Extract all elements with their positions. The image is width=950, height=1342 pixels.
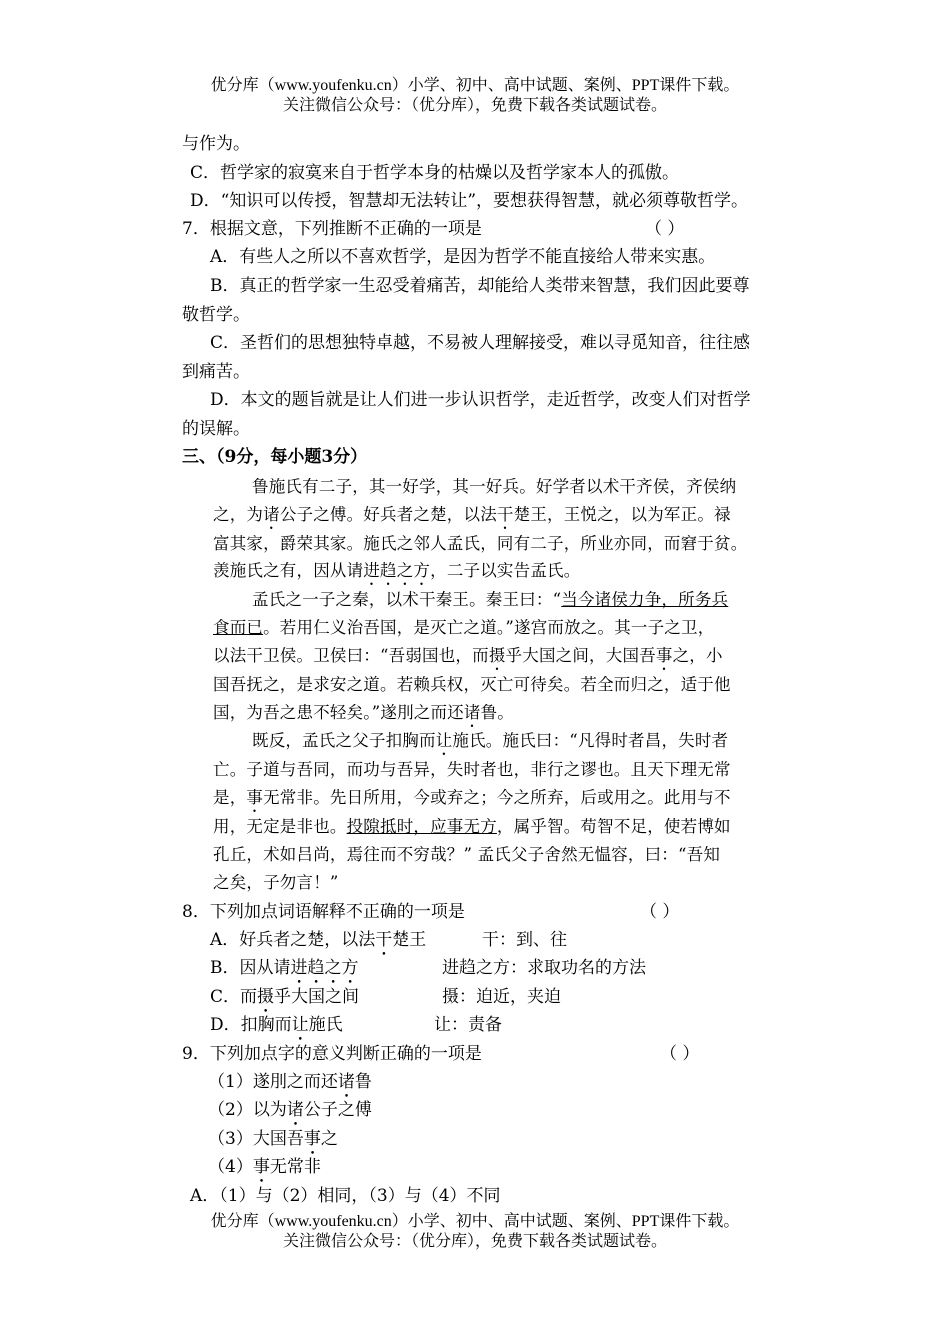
- q6-option-d: D．“知识可以传授，智慧却无法转让”，要想获得智慧，就必须尊敬哲学。: [190, 191, 749, 211]
- passage-p1-line1: 鲁施氏有二子，其一好学，其一好兵。好学者以术干齐侯，齐侯纳: [252, 477, 737, 496]
- underlined-sentence: 投隙抵时，应事无方: [346, 817, 497, 836]
- q7-option-b-line2: 敬哲学。: [182, 305, 250, 325]
- dotted-phrase: 进趋之方: [363, 561, 431, 580]
- q8-option-a-explanation: 干：到、往: [482, 930, 567, 950]
- passage-p3-line6: 之矣，子勿言！”: [213, 873, 339, 892]
- q7-option-d-line2: 的误解。: [182, 419, 250, 439]
- dotted-char: 诸: [337, 1072, 355, 1092]
- q8-option-b: B．因从请进趋之方: [210, 958, 359, 978]
- passage-p1-line2: 之，为诸公子之傅。好兵者之楚，以法干楚王，王悦之，以为军正。禄: [213, 505, 731, 524]
- passage-p3-line2: 亡。子道与吾同，而功与吾异，失时者也，非行之谬也。且天下理无常: [213, 760, 731, 779]
- page-footer: [0, 1212, 950, 1252]
- footer-line-2: 关注微信公众号：（优分库），免费下载各类试题试卷。: [282, 1233, 667, 1250]
- section-3-title: 三、（9分，每小题3分）: [182, 447, 368, 467]
- q7-option-d-line1: D．本文的题旨就是让人们进一步认识哲学，走近哲学，改变人们对哲学: [210, 390, 751, 410]
- passage-p1-line3: 富其家，爵荣其家。施氏之邻人孟氏，同有二子，所业亦同，而窘于贫。: [213, 534, 748, 553]
- q7-option-c-line2: 到痛苦。: [182, 362, 250, 382]
- dotted-char: 摄: [257, 987, 275, 1007]
- q8-option-b-explanation: 进趋之方：求取功名的方法: [442, 958, 646, 978]
- passage-p3-line1: 既反，孟氏之父子扣胸而让施氏。施氏曰：“凡得时者昌，失时者: [252, 731, 729, 750]
- q9-option-a: A．（1）与（2）相同，（3）与（4）不同: [190, 1186, 501, 1206]
- q8-stem: 8．下列加点词语解释不正确的一项是: [182, 902, 465, 922]
- dotted-char: 诸: [263, 505, 280, 524]
- dotted-char: 事: [655, 646, 673, 665]
- passage-p2-line1: 孟氏之一子之秦，以术干秦王。秦王曰：“当今诸侯力争，所务兵: [252, 590, 729, 609]
- underlined-sentence: 食而已: [213, 618, 264, 637]
- dotted-char: 诸: [463, 703, 481, 722]
- passage-p1-line4: 羡施氏之有，因从请进趋之方，二子以实告孟氏。: [213, 561, 581, 580]
- q9-item-1: （1）遂刖之而还诸鲁: [208, 1072, 372, 1092]
- q9-answer-paren: （ ）: [660, 1044, 700, 1064]
- q7-option-c-line1: C．圣哲们的思想独特卓越，不易被人理解接受，难以寻觅知音，往往感: [210, 333, 751, 353]
- header-line-2: 关注微信公众号：（优分库），免费下载各类试题试卷。: [282, 97, 667, 114]
- passage-p3-line5: 孔丘，术如吕尚，焉往而不穷哉？” 孟氏父子舍然无愠容，曰：“吾知: [213, 845, 721, 864]
- passage-p3-line4: 用，无定是非也。投隙抵时，应事无方，属乎智。苟智不足，使若博如: [213, 817, 731, 836]
- dotted-char: 让: [291, 1015, 309, 1035]
- dotted-char: 事: [252, 1157, 270, 1177]
- q8-option-d: D．扣胸而让施氏: [210, 1015, 343, 1035]
- q7-answer-paren: （ ）: [645, 219, 685, 239]
- passage-p3-line3: 是，事无常非。先日所用，今或弃之；今之所弃，后或用之。此用与不: [213, 788, 731, 807]
- q9-stem: 9．下列加点字的意义判断正确的一项是: [182, 1044, 482, 1064]
- dotted-char: 诸: [286, 1100, 304, 1120]
- dotted-char: 干: [375, 930, 393, 950]
- q8-option-c-explanation: 摄：迫近，夹迫: [442, 987, 561, 1007]
- q8-option-d-explanation: 让：责备: [434, 1015, 502, 1035]
- header-line-1: 优分库（www.youfenku.cn）小学、初中、高中试题、案例、PPT课件下载。: [210, 77, 740, 94]
- passage-p2-line4: 国吾抚之，是求安之道。若赖兵权，灭亡可待矣。若全而归之，适于他: [213, 675, 731, 694]
- underlined-sentence: 当今诸侯力争，所务兵: [561, 590, 729, 609]
- passage-p2-line5: 国，为吾之患不轻矣。”遂刖之而还诸鲁。: [213, 703, 514, 722]
- dotted-phrase: 进趋之方: [290, 958, 359, 978]
- q9-item-2: （2）以为诸公子之傅: [208, 1100, 372, 1120]
- dotted-char: 让: [435, 731, 453, 750]
- q8-option-c: C．而摄乎大国之间: [210, 987, 360, 1007]
- dotted-char: 事: [303, 1129, 321, 1149]
- q7-option-b-line1: B．真正的哲学家一生忍受着痛苦，却能给人类带来智慧，我们因此要尊: [210, 276, 750, 296]
- q8-answer-paren: （ ）: [640, 902, 680, 922]
- q7-option-a: A．有些人之所以不喜欢哲学，是因为哲学不能直接给人带来实惠。: [210, 247, 716, 267]
- q6-option-c: C．哲学家的寂寞来自于哲学本身的枯燥以及哲学家本人的孤傲。: [190, 163, 680, 183]
- page-header: [0, 76, 950, 116]
- passage-p2-line3: 以法干卫侯。卫侯曰：“吾弱国也，而摄乎大国之间，大国吾事之，小: [213, 646, 723, 665]
- dotted-char: 事: [246, 788, 264, 807]
- dotted-char: 摄: [488, 646, 506, 665]
- passage-p2-line2: 食而已。若用仁义治吾国，是灭亡之道。”遂宫而放之。其一子之卫，: [213, 618, 715, 637]
- q9-item-3: （3）大国吾事之: [208, 1129, 338, 1149]
- q9-item-4: （4）事无常非: [208, 1157, 321, 1177]
- dotted-char: 干: [496, 505, 514, 524]
- q6-continuation: 与作为。: [182, 134, 250, 154]
- q7-stem: 7．根据文意，下列推断不正确的一项是: [182, 219, 482, 239]
- q8-option-a: A．好兵者之楚，以法干楚王: [210, 930, 427, 950]
- footer-line-1: 优分库（www.youfenku.cn）小学、初中、高中试题、案例、PPT课件下载。: [210, 1213, 740, 1230]
